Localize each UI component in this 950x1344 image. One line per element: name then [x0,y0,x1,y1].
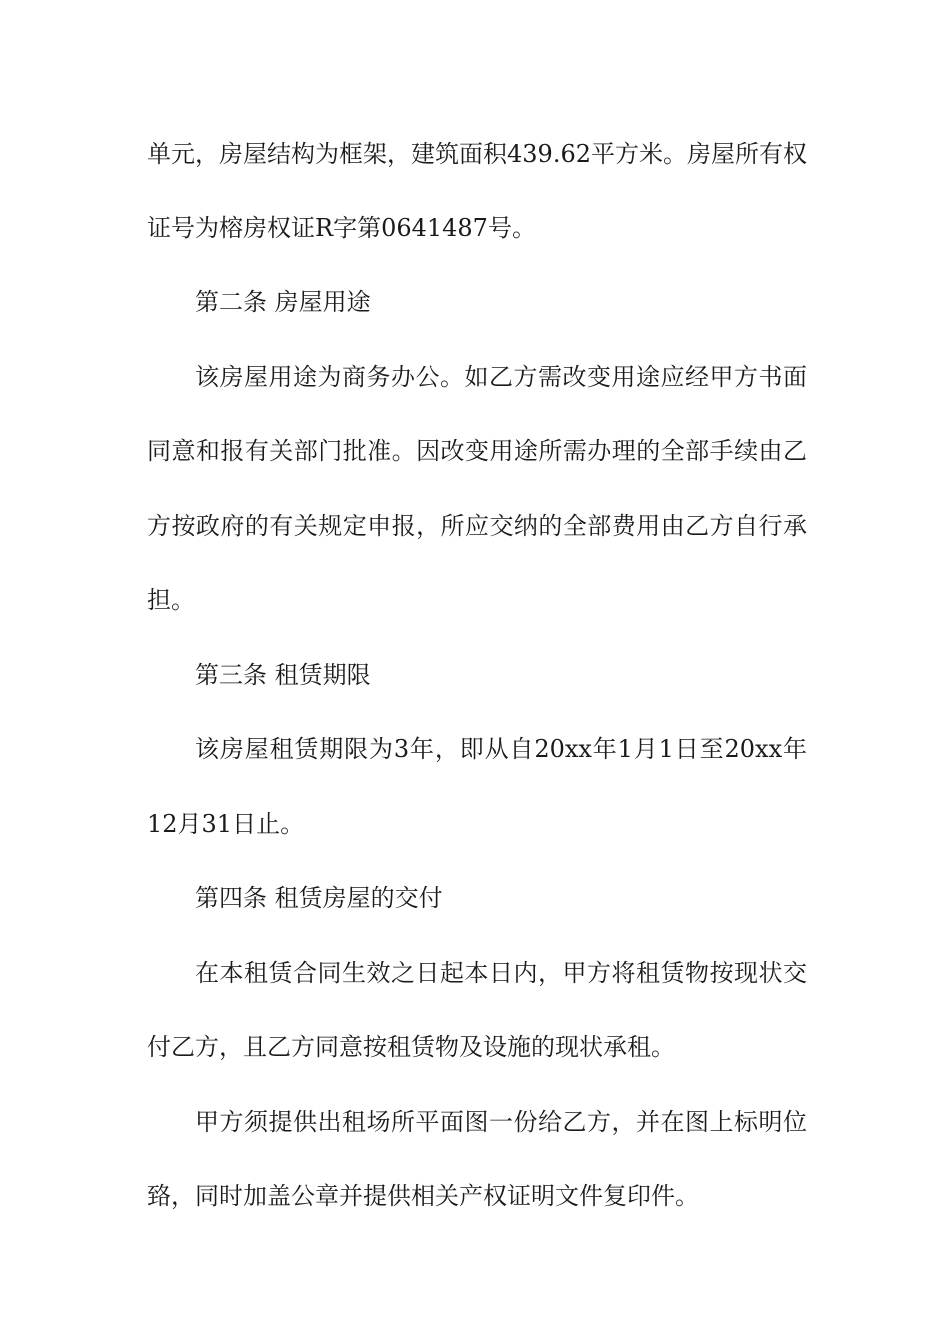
paragraph-line: 12月31日止。 [147,810,305,838]
section-heading: 第四条 租赁房屋的交付 [195,884,443,912]
paragraph-line: 臵，同时加盖公章并提供相关产权证明文件复印件。 [147,1182,699,1210]
paragraph-line: 该房屋租赁期限为3年，即从自20xx年1月1日至20xx年 [195,735,807,763]
section-heading: 第三条 租赁期限 [195,661,371,689]
paragraph-line: 证号为榕房权证R字第0641487号。 [147,214,536,242]
paragraph-line: 方按政府的有关规定申报，所应交纳的全部费用由乙方自行承 [147,512,807,540]
paragraph-line: 付乙方，且乙方同意按租赁物及设施的现状承租。 [147,1033,675,1061]
paragraph-line: 在本租赁合同生效之日起本日内，甲方将租赁物按现状交 [195,959,807,987]
paragraph-line: 同意和报有关部门批准。因改变用途所需办理的全部手续由乙 [147,437,807,465]
paragraph-line: 甲方须提供出租场所平面图一份给乙方，并在图上标明位 [195,1108,807,1136]
paragraph-line: 担。 [147,586,195,614]
paragraph-line: 该房屋用途为商务办公。如乙方需改变用途应经甲方书面 [195,363,807,391]
section-heading: 第二条 房屋用途 [195,288,371,316]
paragraph-line: 单元，房屋结构为框架，建筑面积439.62平方米。房屋所有权 [147,140,807,168]
